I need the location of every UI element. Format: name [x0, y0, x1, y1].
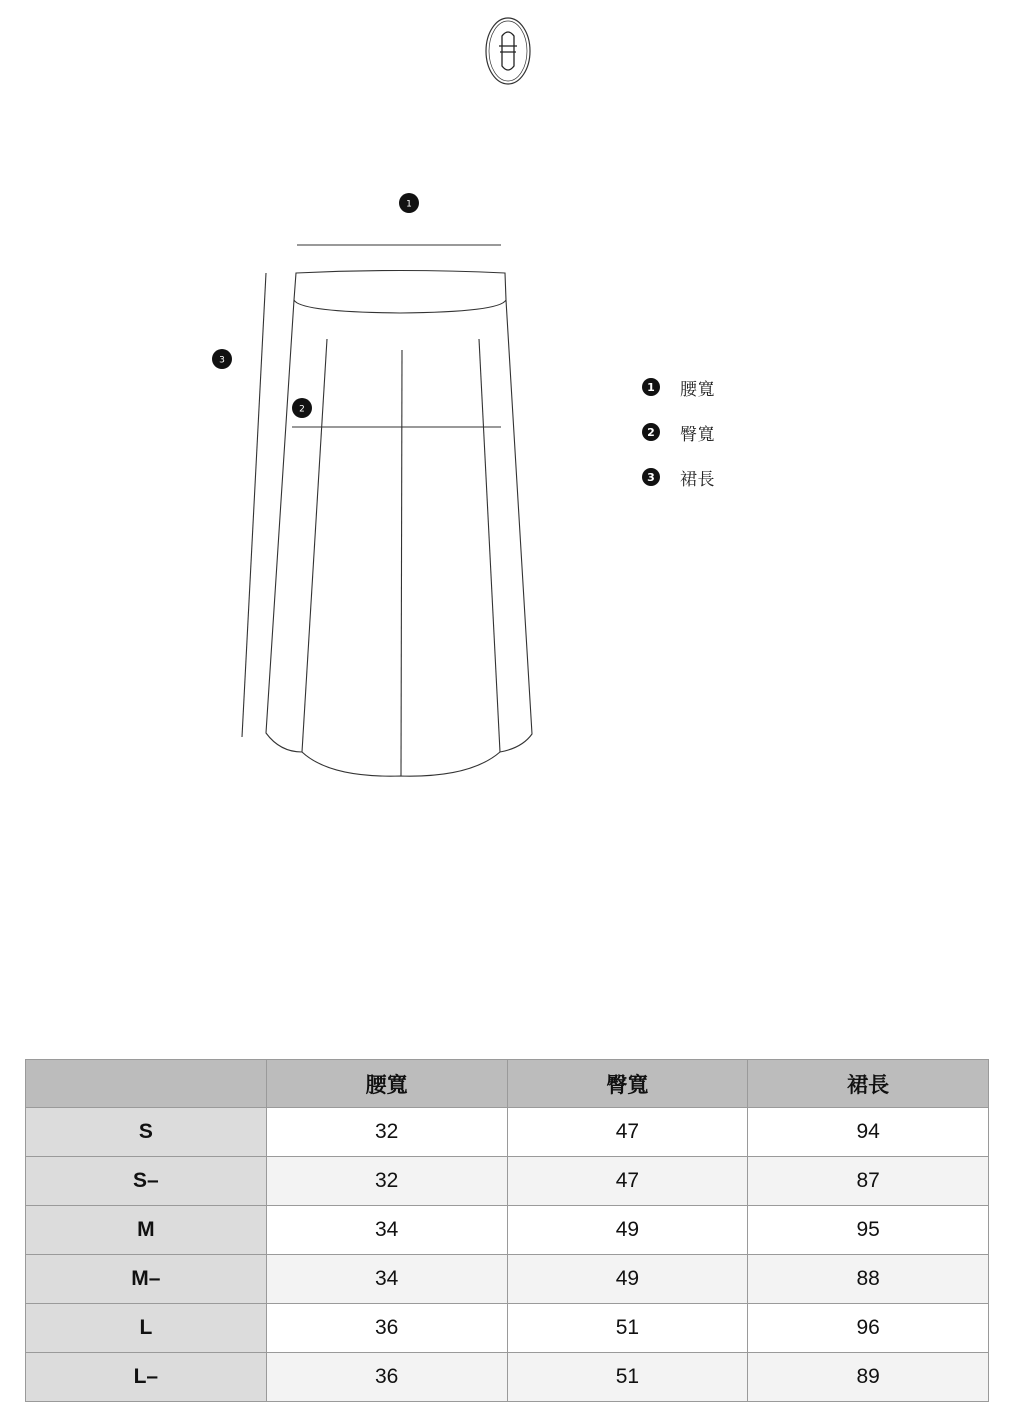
waist-cell: 32 — [266, 1108, 507, 1157]
waist-cell: 34 — [266, 1206, 507, 1255]
svg-text:1: 1 — [406, 199, 412, 210]
legend-label: 臀寬 — [680, 424, 715, 445]
size-cell: L– — [26, 1353, 267, 1402]
legend-label: 裙長 — [680, 469, 715, 490]
skirt-outline — [266, 300, 532, 776]
header-size — [26, 1060, 267, 1108]
size-cell: S — [26, 1108, 267, 1157]
waist-cell: 36 — [266, 1304, 507, 1353]
marker-3 — [212, 349, 232, 369]
waist-cell: 36 — [266, 1353, 507, 1402]
marker-2 — [292, 398, 312, 418]
hip-cell: 49 — [507, 1255, 748, 1304]
length-cell: 88 — [748, 1255, 989, 1304]
table-header-row — [26, 1060, 989, 1108]
svg-text:2: 2 — [299, 404, 305, 415]
measurement-legend — [642, 376, 715, 511]
waist-cell: 32 — [266, 1157, 507, 1206]
length-cell: 96 — [748, 1304, 989, 1353]
legend-number: 3 — [642, 468, 660, 486]
length-cell: 94 — [748, 1108, 989, 1157]
hip-cell: 47 — [507, 1108, 748, 1157]
waist-cell: 34 — [266, 1255, 507, 1304]
waistband — [294, 271, 506, 314]
hip-cell: 47 — [507, 1157, 748, 1206]
legend-item-hip — [642, 421, 715, 443]
table-row — [26, 1304, 989, 1353]
header-waist: 腰寬 — [266, 1060, 507, 1108]
svg-text:3: 3 — [219, 355, 225, 366]
legend-label: 腰寬 — [680, 379, 715, 400]
length-cell: 87 — [748, 1157, 989, 1206]
size-cell: L — [26, 1304, 267, 1353]
table-row — [26, 1353, 989, 1402]
legend-item-length — [642, 466, 715, 488]
hip-cell: 51 — [507, 1353, 748, 1402]
legend-number: 1 — [642, 378, 660, 396]
length-cell: 89 — [748, 1353, 989, 1402]
size-cell: S– — [26, 1157, 267, 1206]
size-cell: M — [26, 1206, 267, 1255]
marker-1 — [399, 193, 419, 213]
legend-number: 2 — [642, 423, 660, 441]
skirt-diagram — [200, 180, 560, 790]
hip-cell: 51 — [507, 1304, 748, 1353]
length-measure-line — [242, 273, 266, 737]
table-row — [26, 1206, 989, 1255]
header-hip: 臀寬 — [507, 1060, 748, 1108]
table-row — [26, 1157, 989, 1206]
header-length: 裙長 — [748, 1060, 989, 1108]
size-cell: M– — [26, 1255, 267, 1304]
hip-cell: 49 — [507, 1206, 748, 1255]
table-row — [26, 1255, 989, 1304]
brand-logo — [484, 16, 532, 86]
size-chart-table — [25, 1059, 989, 1402]
legend-item-waist — [642, 376, 715, 398]
length-cell: 95 — [748, 1206, 989, 1255]
table-row — [26, 1108, 989, 1157]
